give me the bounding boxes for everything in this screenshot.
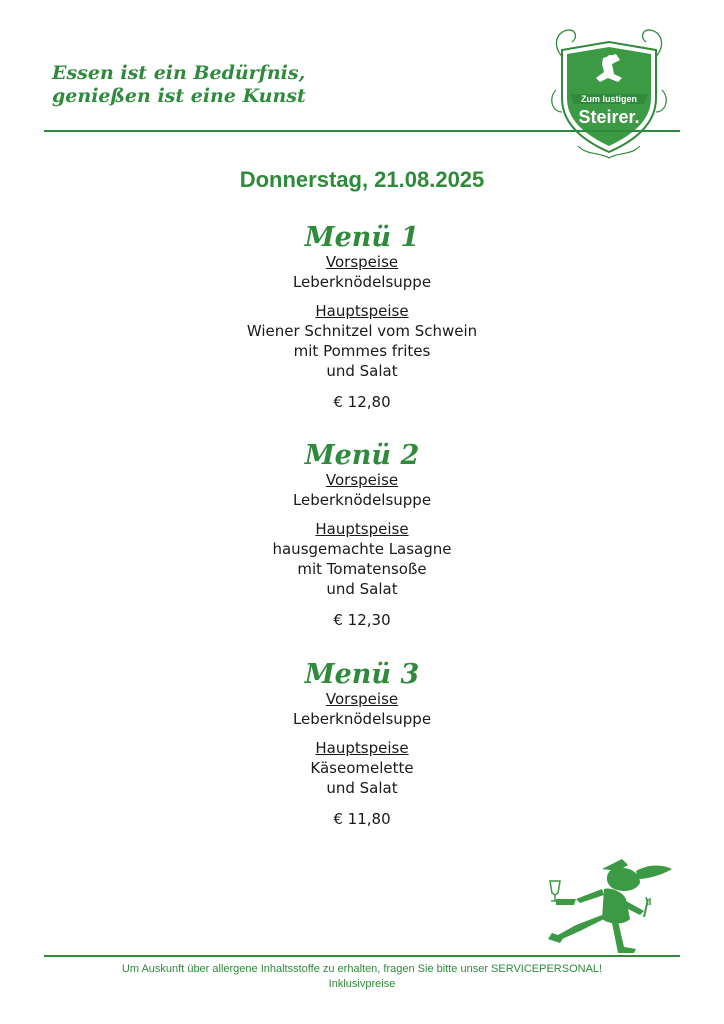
menu-price: € 12,80 [333, 393, 391, 411]
header-divider [44, 130, 680, 132]
menu-title: Menü 1 [304, 222, 420, 253]
menu-title: Menü 3 [304, 659, 420, 690]
allergen-note: Um Auskunft über allergene Inhaltsstoffe zu erhalten, fragen Sie bitte unser SERVICEPERSONAL! [121, 963, 603, 975]
tagline-line-2: genießen ist eine Kunst [52, 85, 306, 107]
menu-price: € 11,80 [333, 810, 391, 828]
starter-label: Vorspeise [325, 690, 399, 708]
main-label: Hauptspeise [315, 739, 409, 757]
menu-1 [0, 224, 724, 412]
tagline-line-1: Essen ist ein Bedürfnis, [52, 62, 306, 84]
main-label: Hauptspeise [315, 520, 409, 538]
menu-2 [0, 442, 724, 630]
shield-crest-icon [548, 20, 670, 160]
main-dish-line: mit Tomatensoße [297, 560, 427, 578]
starter-label: Vorspeise [325, 471, 399, 489]
footer-divider [44, 955, 680, 957]
footer [0, 962, 724, 992]
main-label: Hauptspeise [315, 302, 409, 320]
main-dish-line: und Salat [326, 580, 398, 598]
main-dish-line: und Salat [326, 362, 398, 380]
menu-3 [0, 661, 724, 829]
starter-label: Vorspeise [325, 253, 399, 271]
main-dish-line: mit Pommes frites [293, 342, 431, 360]
tagline [52, 62, 306, 108]
menu-price: € 12,30 [333, 611, 391, 629]
starter-dish: Leberknödelsuppe [292, 491, 432, 509]
starter-dish: Leberknödelsuppe [292, 710, 432, 728]
menu-title: Menü 2 [304, 440, 420, 471]
menu-date: Donnerstag, 21.08.2025 [239, 167, 485, 192]
price-note: Inklusivpreise [328, 978, 396, 990]
main-dish-line: Wiener Schnitzel vom Schwein [246, 322, 478, 340]
dancing-figure-icon [540, 855, 675, 955]
main-dish-line: und Salat [326, 779, 398, 797]
starter-dish: Leberknödelsuppe [292, 273, 432, 291]
logo-line-1: Zum lustigen [581, 94, 637, 104]
main-dish-line: Käseomelette [310, 759, 414, 777]
logo-line-2: Steirer. [578, 107, 640, 127]
main-dish-line: hausgemachte Lasagne [272, 540, 452, 558]
